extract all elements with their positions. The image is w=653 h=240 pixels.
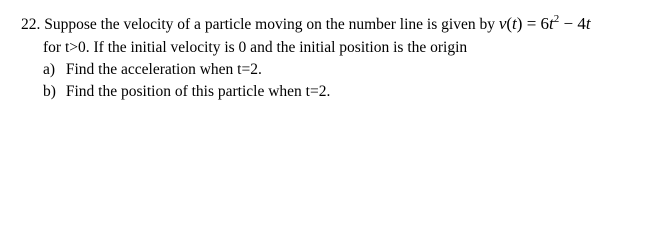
part-b-text: Find the position of this particle when t=2. (65, 83, 331, 100)
eq-lhs-var: t (512, 14, 517, 33)
velocity-equation (499, 14, 591, 33)
eq-lhs-close: ) (516, 14, 523, 33)
eq-lhs-open: ( (506, 14, 513, 33)
part-a-text: Find the acceleration when t=2. (65, 61, 262, 78)
eq-minus-coef: − 4 (559, 14, 586, 33)
eq-term1-var: t (549, 14, 554, 33)
eq-equals-coef: = 6 (522, 14, 550, 33)
eq-lhs-func: v (498, 14, 507, 33)
part-a-letter: a) (43, 61, 56, 78)
part-b-letter: b) (43, 83, 56, 100)
part-a (21, 59, 646, 81)
part-b (21, 81, 646, 103)
problem-number: 22. (21, 16, 41, 33)
problem-statement-start: Suppose the velocity of a particle moving on the number line is given by (44, 16, 495, 33)
eq-term2-var: t (585, 14, 591, 33)
problem-statement-continuation: for t>0. If the initial velocity is 0 and the initial position is the origin (43, 39, 468, 56)
problem-22 (21, 11, 646, 103)
problem-first-line (21, 11, 646, 37)
eq-term1-exponent: 2 (553, 13, 560, 25)
